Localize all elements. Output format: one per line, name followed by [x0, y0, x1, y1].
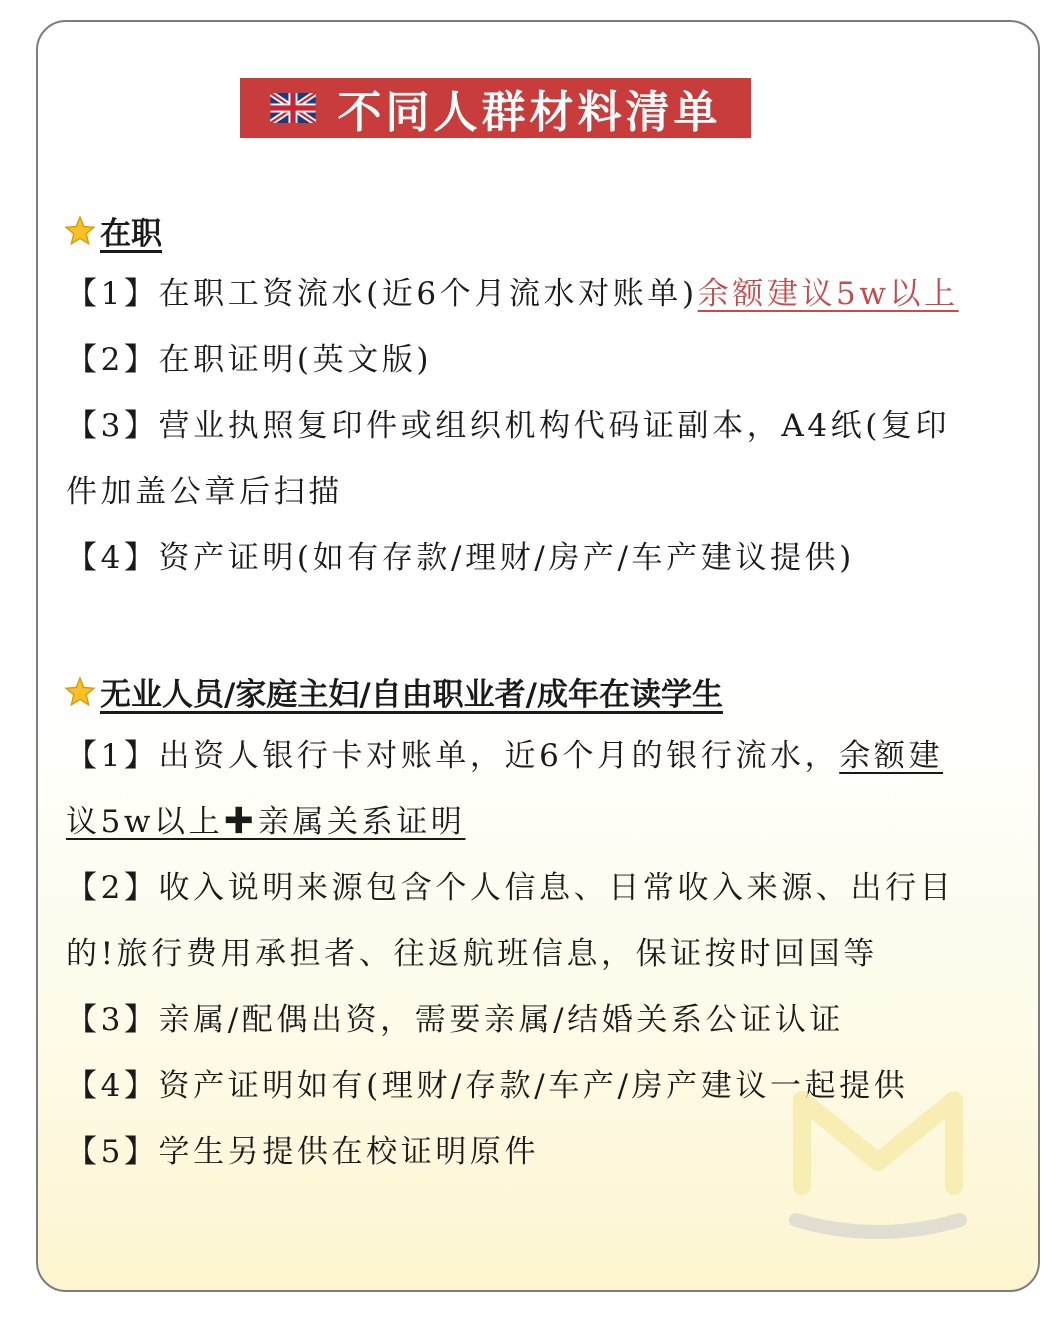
page-title: 不同人群材料清单 [337, 87, 722, 138]
list-item: 【2】收入说明来源包含个人信息、日常收入来源、出行目 [66, 870, 955, 906]
list-item: 【3】营业执照复印件或组织机构代码证副本，A4纸(复印 [66, 408, 951, 444]
list-item-continuation: 的!旅行费用承担者、往返航班信息，保证按时回国等 [66, 936, 878, 972]
list-item: 【3】亲属/配偶出资，需要亲属/结婚关系公证认证 [66, 1002, 845, 1038]
list-item: 【1】出资人银行卡对账单，近6个月的银行流水，余额建 [66, 738, 944, 774]
title-banner [240, 78, 751, 138]
section-heading-employed: 在职 [64, 208, 162, 253]
highlight-text: 余额建议5w以上 [697, 276, 959, 312]
logo-watermark-icon [788, 1082, 968, 1242]
list-item: 【1】在职工资流水(近6个月流水对账单)余额建议5w以上 [66, 276, 959, 312]
list-item: 【5】学生另提供在校证明原件 [66, 1134, 540, 1170]
uk-flag-icon [270, 93, 316, 123]
list-item-continuation: 件加盖公章后扫描 [66, 474, 343, 510]
list-item-continuation: 议5w以上✚亲属关系证明 [66, 804, 466, 840]
star-icon [64, 676, 96, 708]
list-item: 【2】在职证明(英文版) [66, 342, 433, 378]
list-item: 【4】资产证明如有(理财/存款/车产/房产建议一起提供 [66, 1068, 909, 1104]
star-icon [64, 215, 96, 247]
section-heading-unemployed: 无业人员/家庭主妇/自由职业者/成年在读学生 [64, 669, 723, 714]
list-item: 【4】资产证明(如有存款/理财/房产/车产建议提供) [66, 540, 855, 576]
